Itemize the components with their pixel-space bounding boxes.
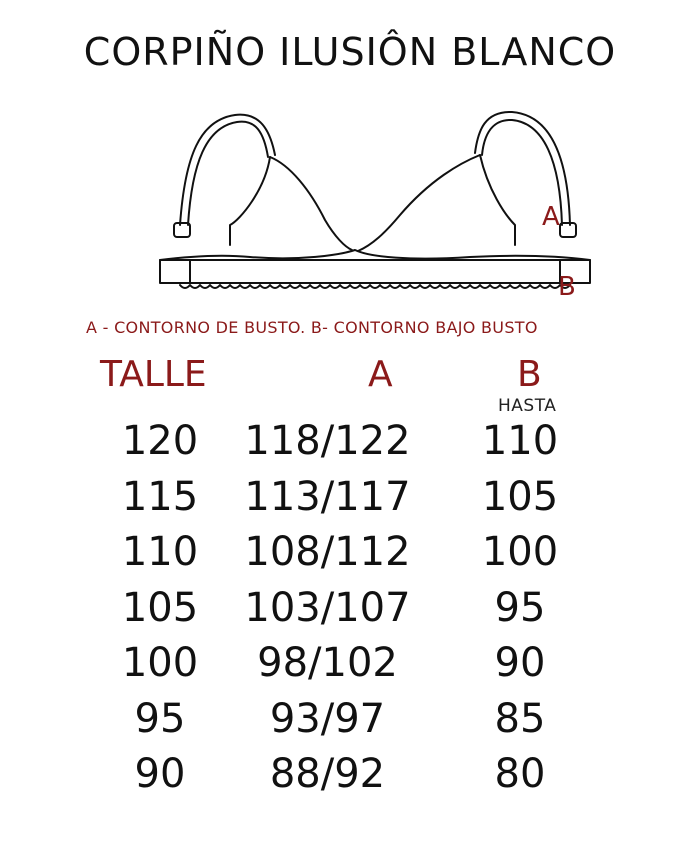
table-row	[0, 525, 700, 581]
table-row	[0, 581, 700, 637]
cell-talle: 95	[134, 695, 186, 742]
diagram-label-a: A	[542, 202, 560, 232]
cell-b: 85	[494, 695, 546, 742]
cell-talle: 100	[121, 640, 199, 686]
cell-talle: 105	[121, 584, 199, 631]
cell-a: 113/117	[244, 473, 411, 520]
cell-a: 118/122	[244, 418, 411, 464]
cell-b: 100	[481, 529, 559, 575]
cell-b: 110	[481, 418, 559, 464]
bra-illustration	[140, 95, 610, 315]
cell-a: 88/92	[269, 751, 386, 797]
cell-talle: 110	[121, 529, 199, 575]
table-row	[0, 747, 700, 803]
cell-talle: 120	[121, 418, 199, 464]
diagram-label-b: B	[558, 272, 576, 302]
legend-text: A - CONTORNO DE BUSTO. B- CONTORNO BAJO BUSTO	[86, 318, 538, 337]
cell-b: 95	[494, 584, 546, 631]
header-b-note: HASTA	[498, 396, 557, 416]
size-table	[0, 414, 700, 803]
cell-b: 80	[494, 751, 546, 797]
cell-a: 93/97	[269, 695, 386, 742]
cell-a: 98/102	[257, 640, 398, 686]
cell-talle: 115	[121, 473, 199, 520]
header-talle: TALLE	[100, 354, 207, 395]
cell-a: 103/107	[244, 584, 411, 631]
cell-b: 90	[494, 640, 546, 686]
cell-a: 108/112	[244, 529, 411, 575]
page-title: CORPIÑO ILUSIÔN BLANCO	[83, 30, 617, 74]
header-a: A	[368, 354, 393, 395]
cell-talle: 90	[134, 751, 186, 797]
cell-b: 105	[481, 473, 559, 520]
table-row	[0, 414, 700, 470]
table-row	[0, 636, 700, 692]
header-b: B	[517, 354, 542, 395]
table-row	[0, 470, 700, 526]
table-row	[0, 692, 700, 748]
